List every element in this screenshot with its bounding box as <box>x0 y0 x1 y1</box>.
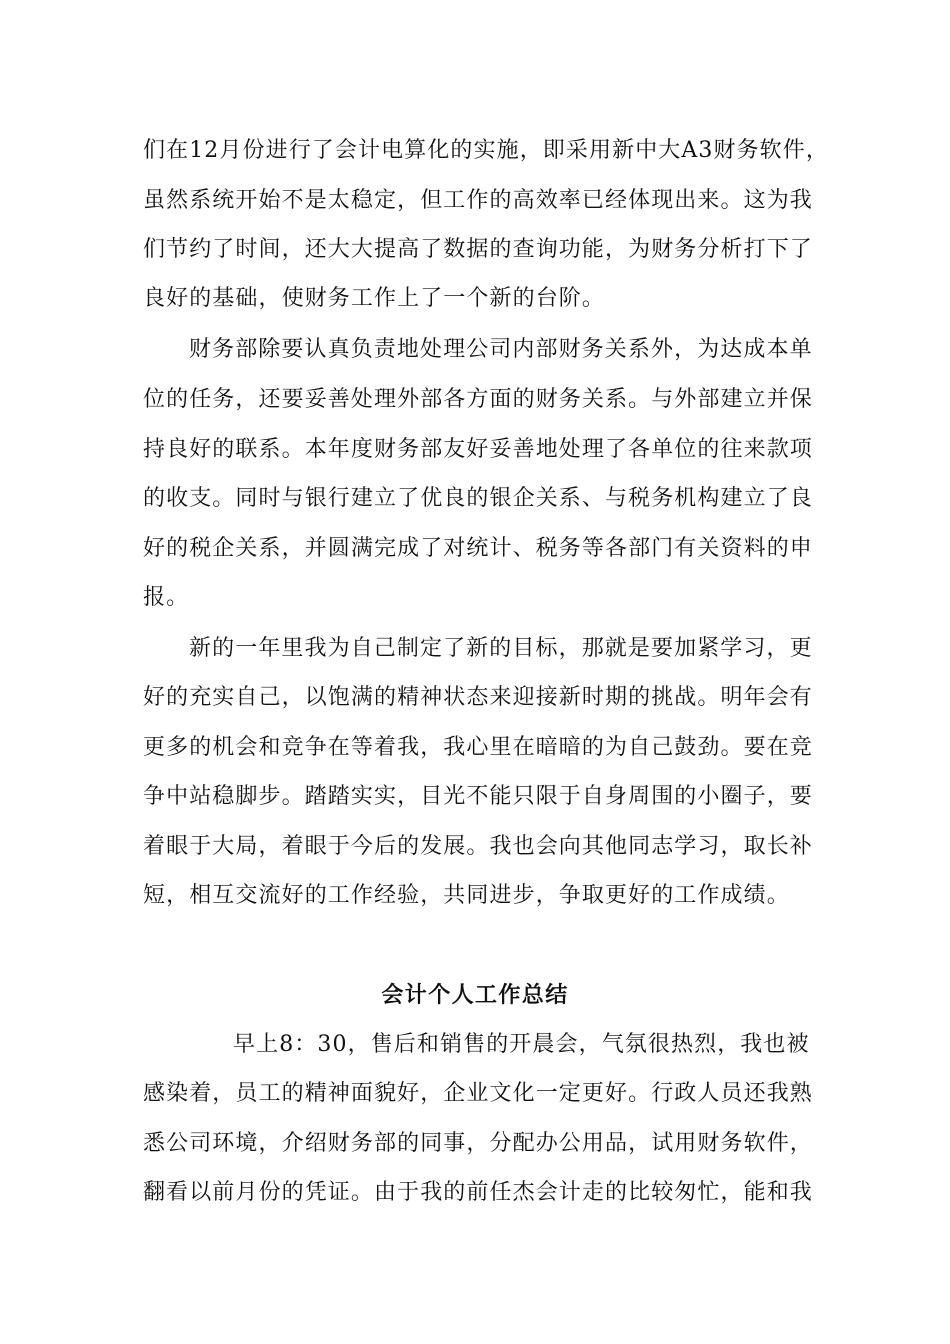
paragraph-3-line-6: 短，相互交流好的工作经验，共同进步，争取更好的工作成绩。 <box>143 883 790 908</box>
paragraph-2-line-6: 报。 <box>143 585 190 610</box>
paragraph-2-line-5: 好的税企关系，并圆满完成了对统计、税务等各部门有关资料的申 <box>143 536 813 561</box>
paragraph-3-line-5: 着眼于大局，着眼于今后的发展。我也会向其他同志学习，取长补 <box>143 834 813 859</box>
paragraph-3-line-3: 更多的机会和竞争在等着我，我心里在暗暗的为自己鼓劲。要在竞 <box>143 735 813 760</box>
paragraph-3-line-1: 新的一年里我为自己制定了新的目标，那就是要加紧学习，更 <box>189 636 813 661</box>
paragraph-3-line-4: 争中站稳脚步。踏踏实实，目光不能只限于自身周围的小圈子，要 <box>143 784 813 809</box>
section-line-4: 翻看以前月份的凭证。由于我的前任杰会计走的比较匆忙，能和我 <box>143 1180 813 1205</box>
paragraph-2-line-2: 位的任务，还要妥善处理外部各方面的财务关系。与外部建立并保 <box>143 387 813 412</box>
paragraph-1-line-3: 们节约了时间，还大大提高了数据的查询功能，为财务分析打下了 <box>143 237 813 262</box>
paragraph-2-line-4: 的收支。同时与银行建立了优良的银企关系、与税务机构建立了良 <box>143 486 813 511</box>
paragraph-1-line-2: 虽然系统开始不是太稳定，但工作的高效率已经体现出来。这为我 <box>143 188 813 213</box>
paragraph-3-line-2: 好的充实自己，以饱满的精神状态来迎接新时期的挑战。明年会有 <box>143 685 813 710</box>
paragraph-1-line-4: 良好的基础，使财务工作上了一个新的台阶。 <box>143 286 606 311</box>
paragraph-2-line-1: 财务部除要认真负责地处理公司内部财务关系外，为达成本单 <box>189 337 813 362</box>
section-line-3: 悉公司环境，介绍财务部的同事，分配办公用品，试用财务软件， <box>143 1131 813 1156</box>
section-line-2: 感染着，员工的精神面貌好，企业文化一定更好。行政人员还我熟 <box>143 1081 813 1106</box>
section-line-1: 早上8：30，售后和销售的开晨会，气氛很热烈，我也被 <box>233 1032 810 1057</box>
paragraph-1-line-1: 们在12月份进行了会计电算化的实施，即采用新中大A3财务软件， <box>143 138 829 163</box>
paragraph-2-line-3: 持良好的联系。本年度财务部友好妥善地处理了各单位的往来款项 <box>143 437 813 462</box>
section-title: 会计个人工作总结 <box>381 982 569 1008</box>
